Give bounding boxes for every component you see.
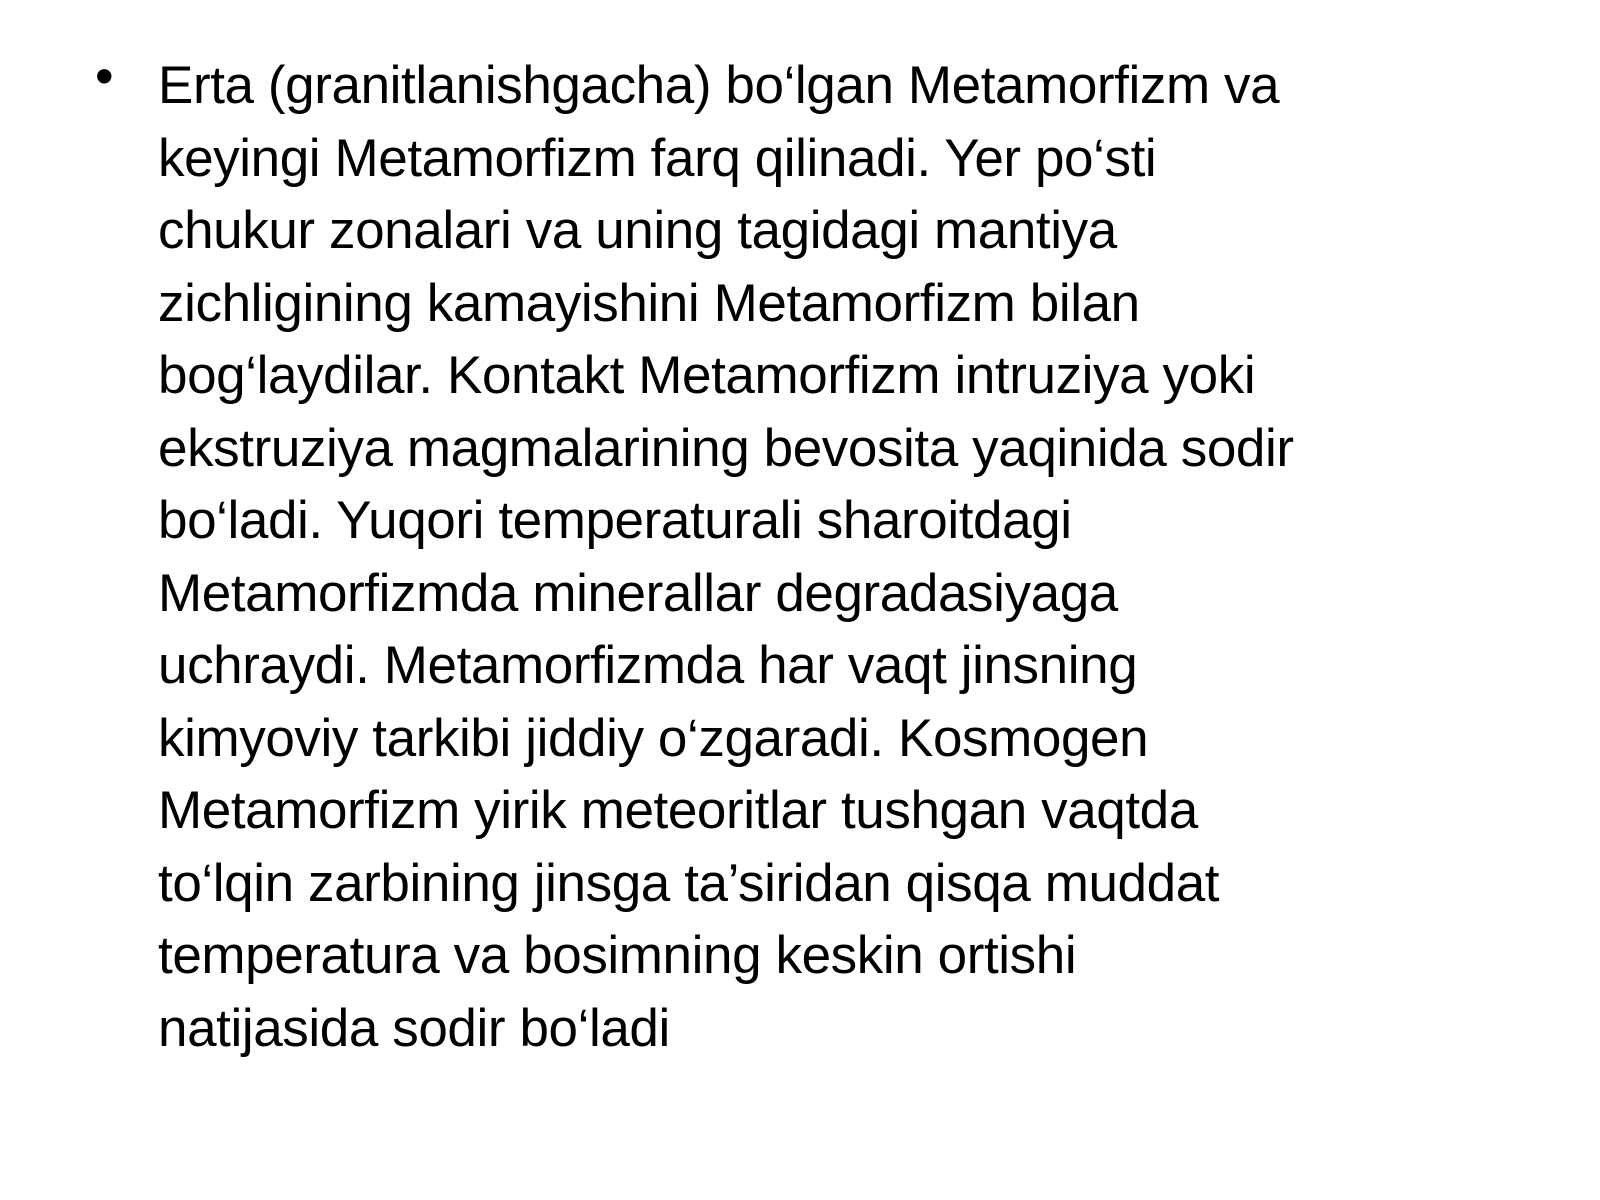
paragraph-line: Erta (granitlanishgacha) bo‘lgan Metamorfizm va [158, 56, 1280, 115]
bullet-item [95, 47, 1515, 1065]
paragraph-line: uchraydi. Metamorfizmda har vaqt jinsning [158, 636, 1138, 695]
slide-content [95, 47, 1515, 1065]
paragraph-line: temperatura va bosimning keskin ortishi [158, 926, 1077, 985]
bullet-list [95, 47, 1515, 1065]
bullet-dot-icon: • [95, 47, 114, 106]
paragraph-line: Metamorfizm yirik meteoritlar tushgan vaqtda [158, 781, 1198, 840]
paragraph-line: Metamorfizmda minerallar degradasiyaga [158, 563, 1118, 623]
paragraph-line: bo‘ladi. Yuqori temperaturali sharoitdagi [158, 491, 1072, 550]
paragraph-line: to‘lqin zarbining jinsga ta’siridan qisqa muddat [158, 853, 1220, 913]
paragraph-line: chukur zonalari va uning tagidagi mantiya [158, 201, 1117, 260]
paragraph-line: ekstruziya magmalarining bevosita yaqinida sodir [158, 418, 1294, 478]
paragraph-line: zichligining kamayishini Metamorfizm bilan [158, 273, 1140, 333]
paragraph-line: bog‘laydilar. Kontakt Metamorfizm intruziya yoki [158, 346, 1256, 405]
paragraph-line: kimyoviy tarkibi jiddiy o‘zgaradi. Kosmogen [158, 708, 1149, 768]
paragraph-line: natijasida sodir bo‘ladi [158, 998, 670, 1058]
paragraph-line: keyingi Metamorfizm farq qilinadi. Yer po‘sti [158, 128, 1157, 188]
